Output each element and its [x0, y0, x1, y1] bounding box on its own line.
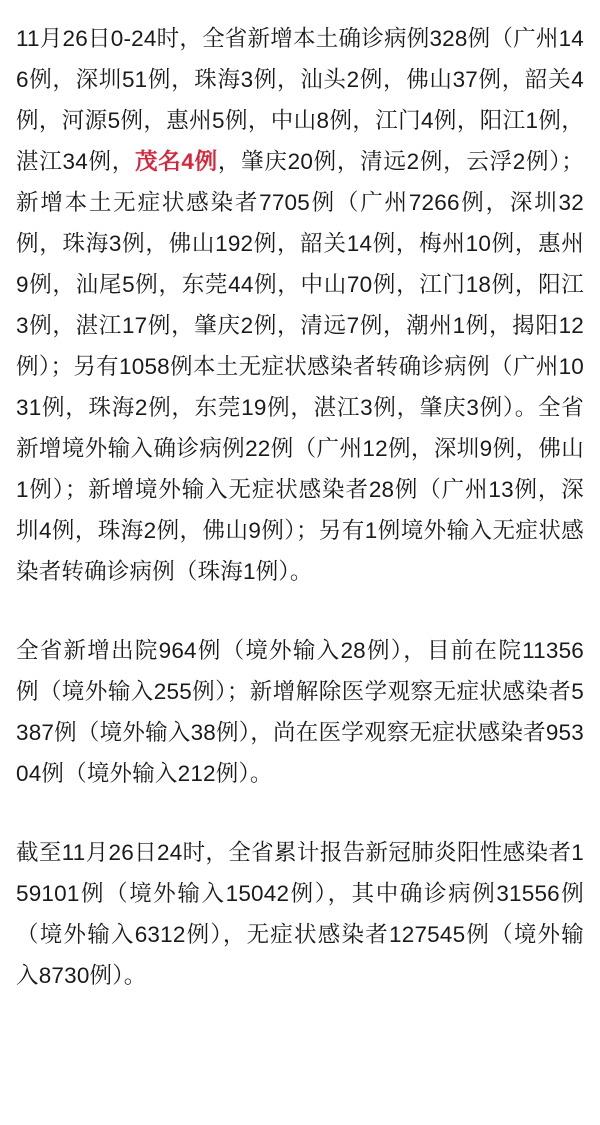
highlighted-text: 茂名4例	[134, 149, 218, 174]
paragraph-discharge-observation	[16, 630, 584, 794]
text-run: 全省新增出院964例（境外输入28例），目前在院11356例（境外输入255例）；新增解除医学观察无症状感染者5387例（境外输入38例），尚在医学观察无症状感染者95304例（境外输入212例）。	[16, 638, 584, 786]
paragraph-daily-cases	[16, 18, 584, 592]
paragraph-container	[16, 18, 584, 996]
text-run: 截至11月26日24时，全省累计报告新冠肺炎阳性感染者159101例（境外输入15042例），其中确诊病例31556例（境外输入6312例），无症状感染者127545例（境外输入8730例）。	[16, 840, 584, 988]
paragraph-cumulative-total	[16, 832, 584, 996]
text-run: 11月26日0-24时，全省新增本土确诊病例328例（广州146例，深圳51例，珠海3例，汕头2例，佛山37例，韶关4例，河源5例，惠州5例，中山8例，江门4例，阳江1例，湛江34例，	[16, 26, 584, 174]
text-run: ，肇庆20例，清远2例，云浮2例）；新增本土无症状感染者7705例（广州7266例，深圳32例，珠海3例，佛山192例，韶关14例，梅州10例，惠州9例，汕尾5例，东莞44例，中山70例，江门18例，阳江3例，湛江17例，肇庆2例，清远7例，潮州1例，揭阳12例）；另有1058例本土无症状感染者转确诊病例（广州1031例，珠海2例，东莞19例，湛江3例，肇庆3例）。全省新增境外输入确诊病例22例（广州12例，深圳9例，佛山1例）；新增境外输入无症状感染者28例（广州13例，深圳4例，珠海2例，佛山9例）；另有1例境外输入无症状感染者转确诊病例（珠海1例）。	[16, 149, 584, 584]
